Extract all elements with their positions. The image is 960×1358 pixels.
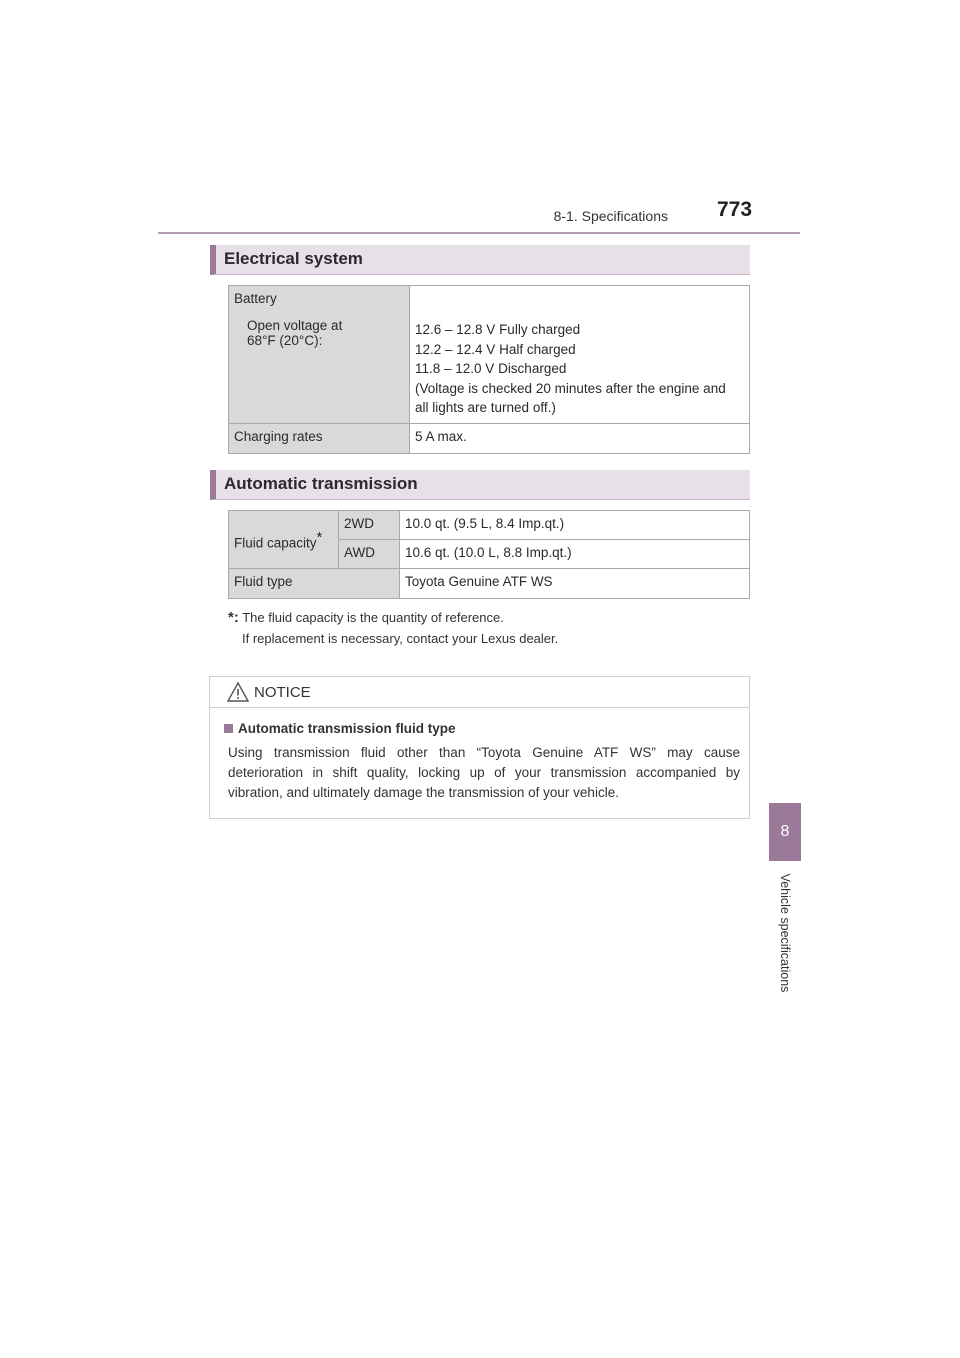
warning-icon <box>227 682 249 702</box>
battery-value-cell <box>410 286 750 424</box>
notice-subtitle: Automatic transmission fluid type <box>238 721 456 736</box>
notice-body: Using transmission fluid other than “Toyota Genuine ATF WS” may cause deterioration in shift quality, locking up of your transmission accompanied by vibration, and ultimately damage the transmission of your vehicle. <box>228 745 740 800</box>
table-row <box>229 569 750 599</box>
transmission-table <box>228 510 750 599</box>
footnote-asterisk: * <box>316 528 323 546</box>
footnote <box>228 609 504 626</box>
fluid-type-value: Toyota Genuine ATF WS <box>405 574 553 589</box>
chapter-label: Vehicle specifications <box>778 873 792 993</box>
charging-value: 5 A max. <box>415 428 467 444</box>
drive-2wd-cell <box>339 511 400 540</box>
footnote-line-2: If replacement is necessary, contact your Lexus dealer. <box>242 631 559 646</box>
capacity-awd-cell <box>400 540 750 569</box>
open-voltage-label: Open voltage at <box>247 318 343 333</box>
voltage-note-2: all lights are turned off.) <box>415 400 556 415</box>
transmission-section-heading <box>210 470 750 500</box>
capacity-awd: 10.6 qt. (10.0 L, 8.8 Imp.qt.) <box>405 545 572 560</box>
chapter-tab: 8 <box>769 803 801 861</box>
capacity-2wd-cell <box>400 511 750 540</box>
drive-awd-cell <box>339 540 400 569</box>
footnote-line-1: The fluid capacity is the quantity of reference. <box>242 610 504 625</box>
footnote-mark: *: <box>228 609 239 626</box>
header-divider <box>158 232 800 234</box>
fluid-type-value-cell <box>400 569 750 599</box>
fluid-type-label-cell <box>229 569 400 599</box>
battery-label: Battery <box>234 291 277 306</box>
drive-awd: AWD <box>344 545 375 560</box>
fluid-type-label: Fluid type <box>234 574 293 589</box>
voltage-discharged: 11.8 – 12.0 V Discharged <box>415 361 567 376</box>
table-row <box>229 511 750 540</box>
notice-box <box>209 676 750 819</box>
drive-2wd: 2WD <box>344 516 374 531</box>
electrical-table <box>228 285 750 454</box>
charging-label-cell <box>229 423 410 453</box>
voltage-half: 12.2 – 12.4 V Half charged <box>415 341 576 357</box>
charging-value-cell <box>410 423 750 453</box>
voltage-note-1: (Voltage is checked 20 minutes after the engine and <box>415 380 726 396</box>
open-voltage-temp: 68°F (20°C): <box>247 333 323 348</box>
notice-subtitle-row <box>224 721 456 736</box>
page-number: 773 <box>717 198 753 221</box>
square-bullet-icon <box>224 724 233 733</box>
notice-header <box>210 677 749 708</box>
voltage-full: 12.6 – 12.8 V Fully charged <box>415 322 581 337</box>
charging-label: Charging rates <box>234 428 323 444</box>
capacity-2wd: 10.0 qt. (9.5 L, 8.4 Imp.qt.) <box>405 516 565 531</box>
table-row <box>229 286 750 424</box>
electrical-section-title: Electrical system <box>224 249 363 268</box>
section-title: 8-1. Specifications <box>553 208 668 224</box>
fluid-capacity-label-cell <box>229 511 339 569</box>
table-row <box>229 423 750 453</box>
fluid-capacity-label: Fluid capacity <box>234 535 317 551</box>
electrical-section-heading <box>210 245 750 275</box>
transmission-section-title: Automatic transmission <box>224 474 418 493</box>
notice-title: NOTICE <box>254 684 311 701</box>
battery-label-cell <box>229 286 410 424</box>
